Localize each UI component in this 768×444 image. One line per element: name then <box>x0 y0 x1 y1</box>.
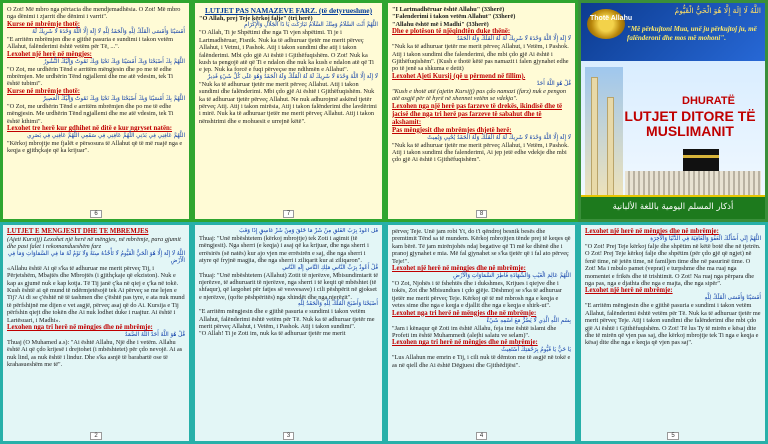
page5-heading-1: Lexohet një herë në mëngjes dhe në mbrëmje: <box>585 228 719 235</box>
page4-heading-2: Lexohet nga tri herë në mëngjes dhe në mbrëmje: <box>392 309 537 317</box>
cover-arabic: اللَّهُ لَا إِلَهَ إِلَّا هُوَ الْحَيُّ الْقَيُّومُ <box>674 6 761 15</box>
page3-text-2: Thuaj: "Unë mbështetem (Allahut) Zotit të njerëzve, Mbisundimtarit të njerëzve, të adhuruarit të njerëzve, nga sherri i të keqit që mbështet (të shfaqur), që largohet për fatjes së vesvesave) i cili pëshpërit në gjokset e njerëzve, (qofte pëshpëritës) nga xhindët dhe nga njerëzit". <box>199 271 378 301</box>
page6-heading-2: Lexohet një herë në mëngjes: <box>7 50 92 58</box>
page3-text-3: "E arritëm mëngjesin dhe e gjithë pasuria e sundimi i takon vetëm Allahut, falënderimi është vetëm për Të. Nuk ka të adhuruar tjetër me merit përveç Allahut, i Vetëm, i Pashok. Atij i takon sundimi". <box>199 308 375 331</box>
page4-arabic-1: اللَّهُمَّ عَالِمَ الْغَيْبِ وَالشَّهَادَةِ فَاطِرَ السَّمَاوَاتِ وَالْأَرْضِ <box>453 273 571 280</box>
page3-text-1: Thuaj: "Unë mbështetem (kërkoj mbrojtje) tek Zoti i agimit (të mëngjesit). Nga sherri (e keqja) i asaj që ka krijuar, dhe nga sherri i errësirës (së natës) kur ajo vjen me errësirën e saj, dhe nga sherri i atyre që fryjnë magjia, dhe nga sherri i ziliqarit kur ai ziliqaron". <box>199 235 369 265</box>
page2-text-2: «Allahu është Ai që s'ka të adhuruar me merit përveç Tij, i Përjetshëm, Mbajtës dhe Mbrojtës (i gjithçkaje që ekziston). Nuk e kap as gjumë nuk e kap kotja. Të Tij janë ç'ka në qiej e ç'ka në tokë. Kush është ai që mund të ndërmjetësojë tek Ai përveç se me lejen e Tij? Ai di se ç'është në të tashmen dhe ç'është pas tyre, e ata nuk mund të përfshijnë me dijen e vet asgjë, përveç asaj që do Ai. Kursija e Tij përfshin qiejt dhe tokën dhe Ai nuk lodhet duke i ruajtur. Ai është i Lartësuari, i Madhi». <box>7 264 185 324</box>
page7-arabic-2: لَا إِلَهَ إِلَّا اللَّهُ وَحْدَهُ لَا شَرِيكَ لَهُ لَهُ الْمُلْكُ وَلَهُ الْحَمْدُ وَهُوَ عَلَى كُلِّ شَيْءٍ قَدِيرٌ <box>207 73 378 80</box>
page2-heading-1: LUTJET E MËNGJESIT DHE TË MBRËMJES <box>7 228 149 235</box>
page3-arabic-3: أَصْبَحْنَا وَأَصْبَحَ الْمُلْكُ لِلَّهِ وَالْحَمْدُ لِلَّهِ <box>297 301 378 308</box>
page8-arabic-1: لَا إِلَهَ إِلَّا اللَّهُ وَحْدَهُ لَا شَرِيكَ لَهُ لَهُ الْمُلْكُ وَلَهُ الْحَمْدُ <box>456 36 571 43</box>
page-number: 5 <box>667 432 678 440</box>
page7-text-3: "Nuk ka të adhuruar tjetër me merit përveç Allahut. Atij i takon sundimi dhe falënderimi. Mbi çdo gjë Ai është i Gjithëfuqishëm. Nuk ka të adhuruar tjetër përveç Allahut. Ne nuk adhurojmë askënd tjetër përveç Atij. Atij i takon mirësia, Atij i takon falënderimi dhe lavdërimi i mirë. Nuk ka të adhuruar tjetër me merit përveç Allahut. Atij i takon nënshtrimi dhe e mohuesit e urrejnë këtë". <box>199 80 377 125</box>
page3-text-4: "O Allah! Ti je Zoti im, nuk ka të adhuruar tjetër me merit <box>199 330 346 338</box>
page4-heading-1: Lexohet një herë në mëngjes dhe në mbrëmje: <box>392 265 526 273</box>
page-4 <box>385 222 578 444</box>
page3-arabic-1: قُلْ أَعُوذُ بِرَبِّ الْفَلَقِ مِنْ شَرِّ مَا خَلَقَ وَمِنْ شَرِّ غَاسِقٍ إِذَا وَقَبَ <box>239 228 378 234</box>
page2-arabic-1: اللَّهُ لَا إِلَهَ إِلَّا هُوَ الْحَيُّ الْقَيُّومُ لَا تَأْخُذُهُ سِنَةٌ وَلَا نَوْمٌ لَهُ مَا فِي السَّمَاوَاتِ وَمَا فِي الْأَرْضِ <box>7 250 185 264</box>
page4-arabic-2: بِسْمِ اللَّهِ الَّذِي لَا يَضُرُّ مَعَ اسْمِهِ شَيْءٌ <box>486 317 571 324</box>
page4-text-1: përveç Teje. Unë jam robi Yt, do t'i qëndroj besnik besës dhe premtimit Tënd sa të mundem. Kërkoj mbrojtjen tënde prej të keqes që kam bërë. Të jam mirënjohës ndaj begative që Ti më ke dhënë dhe i pranoj gjynahet e mia. Më fal gjynahet se s'ka tjetër që i fal ato përveç Teje!". <box>392 228 571 265</box>
page8-text-4: "Nuk ka të adhuruar tjetër me merit përveç Allahut, i Vetëm, i Pashok. Atij i takon sundimi dhe falenderimi, dhe mbi çdo gjë Ai është i Gjithëfuqishëm". (Kush e thotë këtë pas namazit i falen gjynahet edhe po të jenë sa shkuma e detit) <box>392 43 569 73</box>
page7-text-1: "O Allah, prej Teje kërkoj falje" (tri herë) <box>199 15 313 22</box>
page-6 <box>0 0 192 222</box>
page5-heading-2: Lexohet një herë në mbrëmje: <box>585 287 673 295</box>
page6-heading-4: Lexohet tre herë kur gdhihet në ditë e kur ngryset natën: <box>7 125 173 133</box>
page-number: 8 <box>476 210 487 218</box>
page8-text-2: "Falenderimi i takon vetëm Allahut" (33herë) <box>392 13 516 21</box>
cover-title: LUTJET DITORE TË MUSLIMANIT <box>624 108 756 139</box>
emblem-icon <box>587 9 625 39</box>
mosque-image <box>585 67 623 203</box>
page6-text-1: O Zot! Më mbro nga përtacia dhe mendjemadhësia. O Zot! Më mbro nga dënimi i zjarrit dhe dënimi i varrit". <box>7 6 181 21</box>
page6-text-3: "O Zot, me urdhërin Tënd e arritëm mëngjesin dhe po me të edhe mbrëmjen. Me urdhërin Tënd ngjallemi dhe me atë vdesim, tek Ti është tubimi". <box>7 65 174 88</box>
page3-arabic-2: قُلْ أَعُوذُ بِرَبِّ النَّاسِ مَلِكِ النَّاسِ إِلَهِ النَّاسِ <box>282 264 378 271</box>
page-number: 7 <box>283 210 294 218</box>
page7-text-2: "O Allah, Ti je Shpëtimi dhe nga Ti vjen shpëtimi. Ti je i Lartmadhëruar, Fisnik. Nuk ka të adhuruar tjetër me merit përveç Allahut, i Vetmi, i Pashok. Atij i takon sundimi dhe atij i takon falënderimi. Mbi çdo gjë Ai është i Gjithëfuqishëm. O Zot! Nuk ka kush ta pengojë atë që Ti e ndalon dhe nuk ka kush e ndalon atë që Ti e jep. Nuk ka forcë e fuqi përveçse me ndihmën e Allahut". <box>199 29 374 74</box>
page2-heading-2: Lexohen nga tri herë në mëngjes dhe në mbrëmje: <box>7 324 153 332</box>
pilgrims-image <box>625 171 761 197</box>
page5-arabic-1: اللَّهُمَّ إِنِّي أَسْأَلُكَ الْعَفْوَ وَالْعَافِيَةَ فِي الدُّنْيَا وَالْآخِرَةِ <box>650 236 761 242</box>
page7-arabic-1: اللَّهُمَّ أَنْتَ السَّلَامُ وَمِنْكَ السَّلَامُ تَبَارَكْتَ يَا ذَا الْجَلَالِ وَالْإِكْرَامِ <box>244 22 378 29</box>
page6-heading-3: Kurse në mbrëmje thotë: <box>7 87 81 95</box>
page2-text-1: (Ajeti Kursijj) Lexohet një herë në mëngjes, në mbrëmje, para gjumit dhe pasi falet i rekomandueshëm farz <box>7 236 181 251</box>
page8-arabic-3: لَا إِلَهَ إِلَّا اللَّهُ وَحْدَهُ لَا شَرِيكَ لَهُ لَهُ الْمُلْكُ وَلَهُ الْحَمْدُ يُحْيِي وَيُمِيتُ <box>427 134 571 141</box>
page4-text-4: "Lus Allahun me emrin e Tij, i cili nuk të dëmton me të asgjë në tokë e as në qiell dhe Ai është Dëgjuesi dhe Gjithëdijësi". <box>392 354 571 369</box>
page6-text-4: "O Zot, me urdhërin Tënd e arritëm mbrëmjen dhe po me të edhe mëngjesin. Me urdhërin Tënd ngjallemi dhe me atë vdesim, tek Ti është kthimi". <box>7 102 174 125</box>
page4-heading-3: Lexohen nga tri herë në mëngjes dhe në mbrëmje: <box>392 339 538 347</box>
page4-arabic-3: يَا حَيُّ يَا قَيُّومُ بِرَحْمَتِكَ أَسْتَغِيثُ <box>501 347 571 354</box>
page6-text-2: "E arritëm mbrëmjen dhe e gjithë pasuria e sundimi i takon vetëm Allahut, falënderimi është vetëm për Të, ...". <box>7 35 174 51</box>
page-number: 4 <box>476 432 487 440</box>
page8-heading-3: Lexohen nga një herë pas farzeve të drekës, ikindisë dhe të jacisë dhe nga tri herë pas farzeve të sabahut dhe të akshamit: <box>392 102 562 126</box>
page7-title: LUTJET PAS NAMAZEVE FARZ. (të detyrueshme) <box>204 6 373 15</box>
page4-text-3: "Jam i kënaqur që Zoti im është Allahu, feja ime është islami dhe Profeti im është Muhammedi (alejhi salatu ve selam)". <box>392 324 557 340</box>
page-number: 3 <box>283 432 294 440</box>
page-8 <box>385 0 578 222</box>
page-2 <box>0 222 192 444</box>
page2-text-3: Thuaj (O Muhamed a.s): "Ai është Allahu, Një dhe i vetëm. Allahu është Ai që çdo krijesë i drejtohet (i mbështetet) për çdo nevojë. Ai as nuk lind, as nuk është i lindur. Dhe s'ka asnjë të barabartë ose të krahasueshëm me të". <box>7 339 183 369</box>
cover-header <box>581 3 765 61</box>
page8-heading-2: Lexohet Ajeti Kursij (që u përmend në fillim). <box>392 72 526 80</box>
page5-text-1: "O Zot! Prej Teje kërkoj falje dhe shpëtim në këtë botë dhe në tjetrën. O Zot! Prej Teje kërkoj falje dhe shpëtim (për çdo gjë që ngjet) në fenë time, në jetën time, në familjen time dhe në pasurinë time. O Zot! Ma i mbulo pamet (veprat) e turpshme dhe ma ruaj nga momentet e frikës dhe të trishtimit. O Zot! Na ruaj nga përpara dhe nga pas, nga e djathta dhe nga e majta, dhe nga sipër". <box>585 243 761 288</box>
page8-text-3: "Allahu është më i Madhi" (33herë) <box>392 20 489 28</box>
cover-page <box>578 0 768 222</box>
page-3 <box>192 222 385 444</box>
page8-text-5: "Kush e thotë atë (ajetin Kursijj) pas çdo namazi (farz) nuk e pengon atë asgjë për të hyrë në xhennet vetëm se vdekja". <box>392 87 567 103</box>
page6-arabic-2: اللَّهُمَّ بِكَ أَصْبَحْنَا وَبِكَ أَمْسَيْنَا وَبِكَ نَحْيَا وَبِكَ نَمُوتُ وَإِلَيْكَ النُّشُورُ <box>43 58 185 65</box>
page-5 <box>578 222 768 444</box>
cover-allahu: Thotë Allahu <box>590 15 633 22</box>
page6-arabic-1: أَمْسَيْنَا وَأَمْسَى الْمُلْكُ لِلَّهِ وَالْحَمْدُ لِلَّهِ لَا إِلَهَ إِلَّا اللَّهُ وَحْدَهُ لَا شَرِيكَ لَهُ <box>32 28 185 35</box>
page4-text-2: "O Zot, Njohës i të fshehtës dhe i dukshmes, Krijues i qiejve dhe i tokës, Zot dhe Mbisundues i çdo gjëje. Dëshmoj se s'ka të adhuruar tjetër me merit përveç Teje. Kërkoj që të më mbrosh nga e keqja e vetes sime dhe nga e keqja e djallit dhe nga e keqja e shirk-ut". <box>392 280 562 310</box>
page-number: 6 <box>90 210 101 218</box>
cover-subtitle: DHURATË <box>682 95 735 107</box>
page8-heading-1: Dhe e plotëson të njëqindtën duke thënë: <box>392 28 511 36</box>
cover-arabic-band: أذكار المسلم اليومية باللغة الألبانية <box>581 195 765 219</box>
page2-arabic-2: قُلْ هُوَ اللَّهُ أَحَدٌ اللَّهُ الصَّمَدُ <box>124 332 185 339</box>
cover-quote: "Më përkujtoni Mua, unë ju përkujtoj ju, më falënderoni dhe mos më mohoni". <box>627 25 757 42</box>
page5-arabic-2: أَمْسَيْنَا وَأَمْسَى الْمُلْكُ لِلَّهِ <box>704 295 761 302</box>
page8-heading-4: Pas mëngjesit dhe mbrëmjes dhjetë herë: <box>392 126 512 134</box>
page-7 <box>192 0 385 222</box>
page8-arabic-2: قُلْ هُوَ اللَّهُ أَحَدٌ <box>536 80 571 87</box>
page6-arabic-3: اللَّهُمَّ بِكَ أَمْسَيْنَا وَبِكَ أَصْبَحْنَا وَبِكَ نَحْيَا وَبِكَ نَمُوتُ وَإِلَيْكَ الْمَصِيرُ <box>43 95 185 102</box>
page8-text-6: "Nuk ka të adhuruar tjetër me merit përveç Allahut, i Vetëm, i Pashok. Atij i takon sundimi dhe falenderimi, Ai jep jetë edhe vdekje dhe mbi çdo gjë Ai është i Gjithëfuqishëm". <box>392 141 569 164</box>
page8-text-1: "I Lartmadhëruar është Allahu" (33herë) <box>392 6 505 13</box>
page6-arabic-4: اللَّهُمَّ عَافِنِي فِي بَدَنِي اللَّهُمَّ عَافِنِي فِي سَمْعِي اللَّهُمَّ عَافِنِي فِي بَصَرِي <box>27 133 185 140</box>
page6-text-5: "Kërkoj mbrojtje me fjalët e përsosura të Allahut që të më ruajë nga e keqja e gjithçkaje që ka krijuar". <box>7 140 183 155</box>
page5-text-2: "E arritëm mëngjesin dhe e gjithë pasuria e sundimi i takon vetëm Allahut, falënderimi është vetëm për Të. Nuk ka të adhuruar tjetër me merit përveç Teje. Atij i takon sundimi dhe falënderimi dhe mbi çdo gjë Ai është i Gjithëfuqishëm. O Zot! Të lus Ty të mirën e kësaj dite dhe të mirën që vjen pas saj, dhe kërkoj mbrojtje tek Ti nga e keqja e kësaj dite dhe nga e keqja që vjen pas saj". <box>585 302 761 347</box>
page6-heading-1: Kurse në mbrëmje thotë: <box>7 20 81 28</box>
page-number: 2 <box>90 432 101 440</box>
